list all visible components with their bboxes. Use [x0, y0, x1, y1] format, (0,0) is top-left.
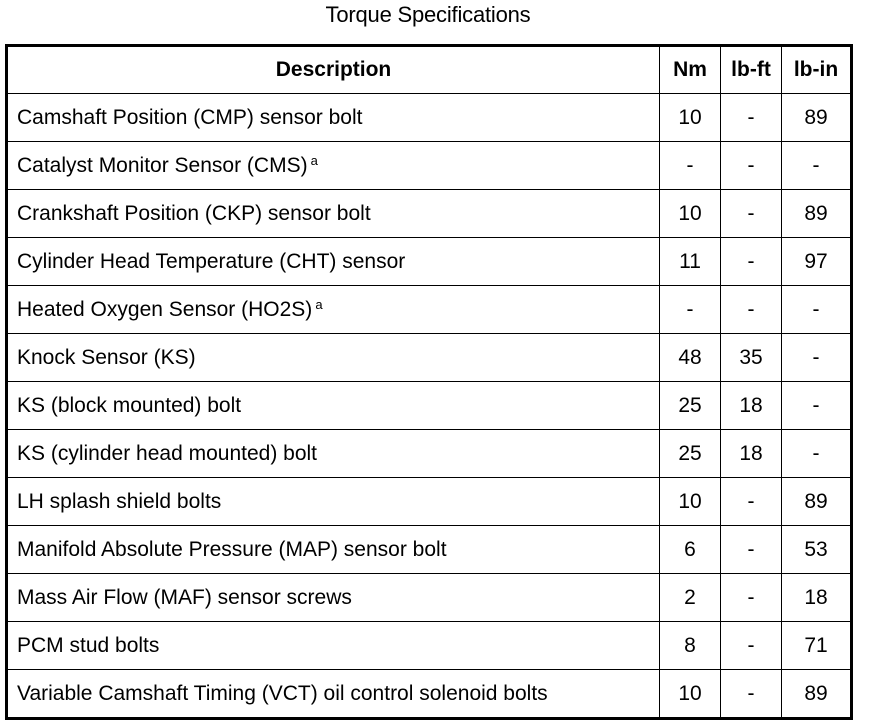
lb-ft-cell: - — [721, 574, 782, 622]
lb-in-cell: 89 — [782, 478, 852, 526]
lb-ft-cell: - — [721, 670, 782, 719]
description-cell — [7, 574, 660, 622]
description-cell — [7, 670, 660, 719]
description-text: Crankshaft Position (CKP) sensor bolt — [17, 201, 371, 225]
description-text: KS (block mounted) bolt — [17, 393, 242, 417]
nm-cell: 8 — [660, 622, 721, 670]
table-row — [7, 286, 852, 334]
lb-ft-cell: - — [721, 526, 782, 574]
description-text: Manifold Absolute Pressure (MAP) sensor bolt — [17, 537, 447, 561]
nm-cell: 6 — [660, 526, 721, 574]
nm-cell: 11 — [660, 238, 721, 286]
nm-cell: 10 — [660, 478, 721, 526]
lb-in-cell: - — [782, 334, 852, 382]
header-lb-ft: lb-ft — [721, 46, 782, 94]
description-text: Mass Air Flow (MAF) sensor screws — [17, 585, 352, 609]
lb-ft-cell: - — [721, 190, 782, 238]
table-row — [7, 190, 852, 238]
table-row — [7, 670, 852, 719]
lb-in-cell: 53 — [782, 526, 852, 574]
description-cell — [7, 286, 660, 334]
lb-in-cell: - — [782, 382, 852, 430]
lb-ft-cell: 35 — [721, 334, 782, 382]
header-description: Description — [7, 46, 660, 94]
lb-ft-cell: - — [721, 94, 782, 142]
lb-in-cell: - — [782, 286, 852, 334]
description-cell — [7, 238, 660, 286]
nm-cell: 10 — [660, 94, 721, 142]
table-row — [7, 238, 852, 286]
description-text: Catalyst Monitor Sensor (CMS) — [17, 153, 308, 177]
lb-in-cell: 89 — [782, 94, 852, 142]
table-row — [7, 142, 852, 190]
description-cell — [7, 142, 660, 190]
table-row — [7, 334, 852, 382]
lb-ft-cell: 18 — [721, 430, 782, 478]
nm-cell: 10 — [660, 670, 721, 719]
lb-ft-cell: 18 — [721, 382, 782, 430]
header-nm: Nm — [660, 46, 721, 94]
description-text: Camshaft Position (CMP) sensor bolt — [17, 105, 363, 129]
nm-cell: 2 — [660, 574, 721, 622]
table-row — [7, 430, 852, 478]
description-cell — [7, 334, 660, 382]
description-text: PCM stud bolts — [17, 633, 160, 657]
nm-cell: - — [660, 286, 721, 334]
table-row — [7, 382, 852, 430]
nm-cell: 25 — [660, 430, 721, 478]
torque-specifications-table — [5, 44, 853, 720]
lb-in-cell: 18 — [782, 574, 852, 622]
header-row — [7, 46, 852, 94]
lb-ft-cell: - — [721, 478, 782, 526]
lb-in-cell: 89 — [782, 190, 852, 238]
lb-in-cell: 89 — [782, 670, 852, 719]
description-cell — [7, 478, 660, 526]
table-row — [7, 622, 852, 670]
lb-ft-cell: - — [721, 142, 782, 190]
lb-in-cell: 97 — [782, 238, 852, 286]
nm-cell: 10 — [660, 190, 721, 238]
description-cell — [7, 430, 660, 478]
description-cell — [7, 382, 660, 430]
table-row — [7, 94, 852, 142]
description-cell — [7, 622, 660, 670]
lb-ft-cell: - — [721, 622, 782, 670]
lb-in-cell: 71 — [782, 622, 852, 670]
table-row — [7, 574, 852, 622]
lb-ft-cell: - — [721, 238, 782, 286]
header-lb-in: lb-in — [782, 46, 852, 94]
description-cell — [7, 526, 660, 574]
table-title: Torque Specifications — [325, 2, 531, 27]
description-text: Variable Camshaft Timing (VCT) oil control solenoid bolts — [17, 681, 548, 705]
footnote-marker: a — [310, 152, 318, 168]
lb-in-cell: - — [782, 430, 852, 478]
lb-ft-cell: - — [721, 286, 782, 334]
footnote-marker: a — [315, 296, 323, 312]
table-row — [7, 478, 852, 526]
description-cell — [7, 190, 660, 238]
nm-cell: 48 — [660, 334, 721, 382]
table-row — [7, 526, 852, 574]
description-cell — [7, 94, 660, 142]
description-text: KS (cylinder head mounted) bolt — [17, 441, 317, 465]
description-text: Knock Sensor (KS) — [17, 345, 196, 369]
nm-cell: 25 — [660, 382, 721, 430]
lb-in-cell: - — [782, 142, 852, 190]
description-text: Cylinder Head Temperature (CHT) sensor — [17, 249, 406, 273]
nm-cell: - — [660, 142, 721, 190]
description-text: Heated Oxygen Sensor (HO2S) — [17, 297, 313, 321]
description-text: LH splash shield bolts — [17, 489, 222, 513]
